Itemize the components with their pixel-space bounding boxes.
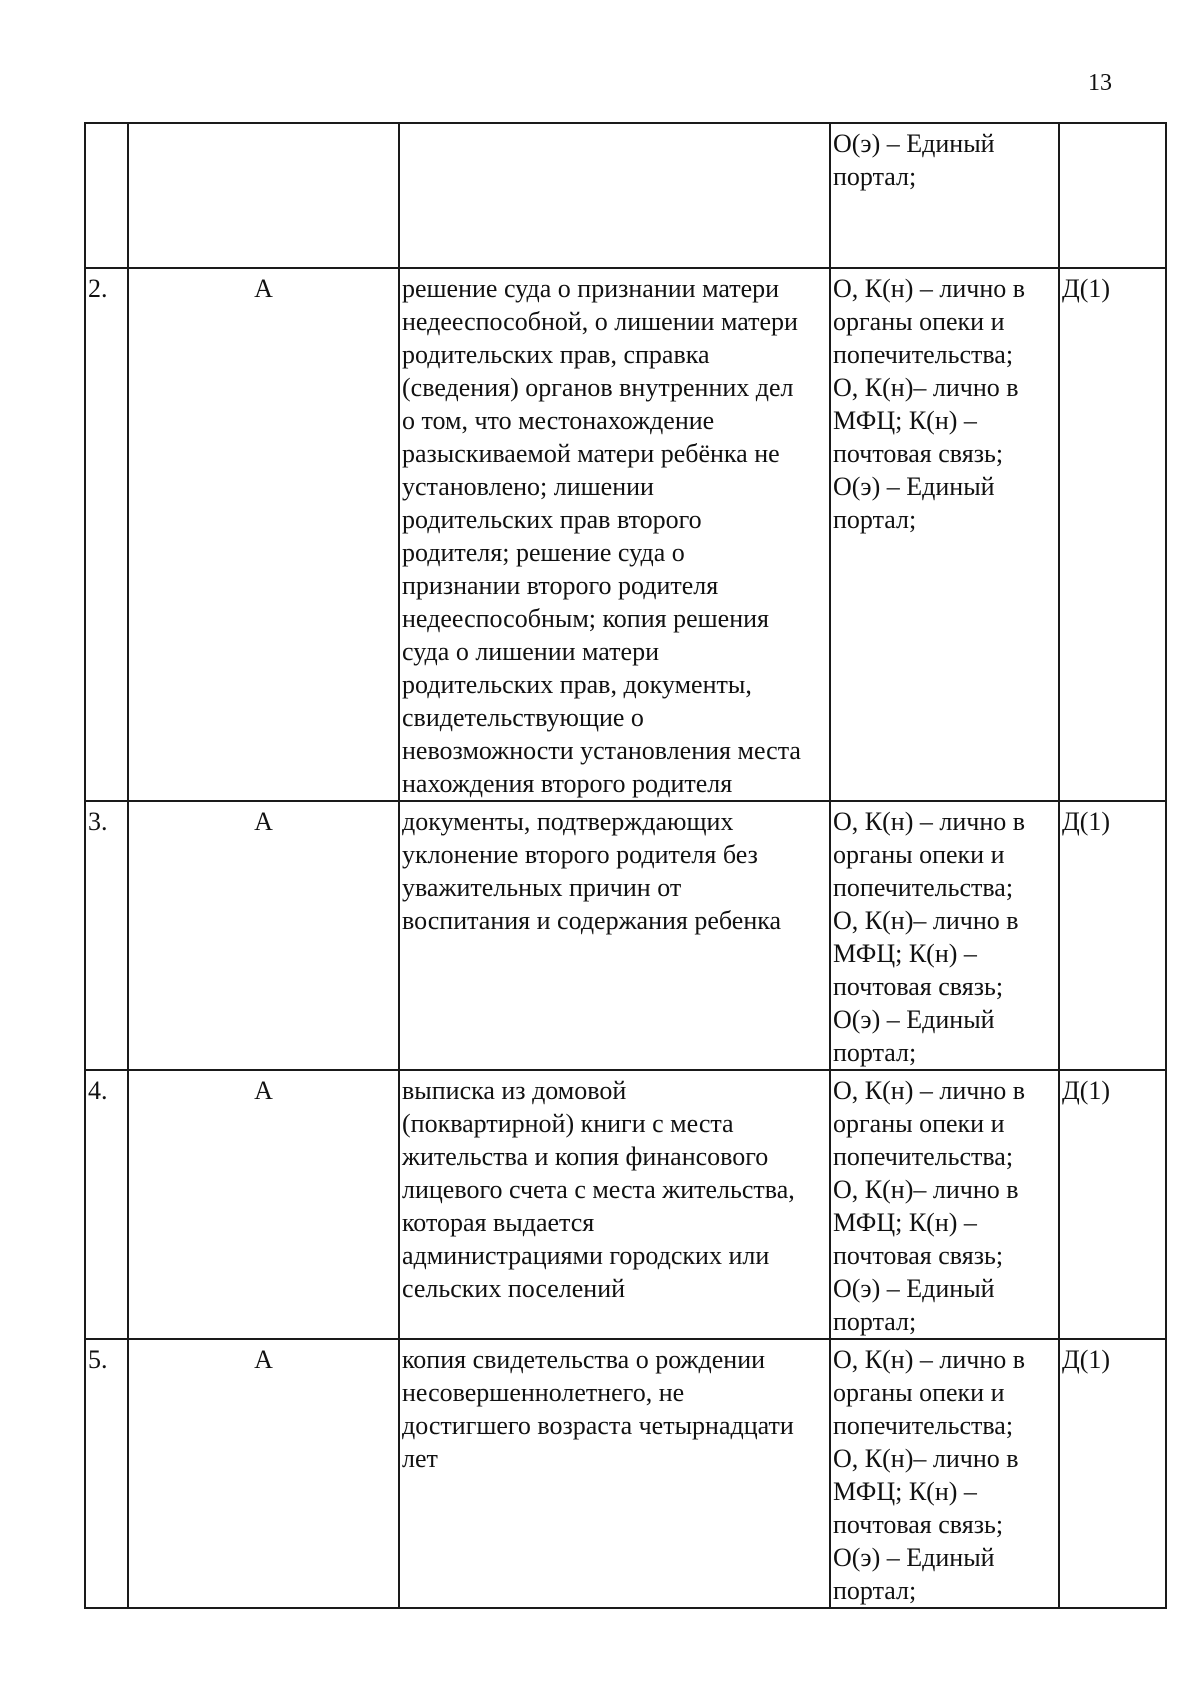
row-number-cell: 3. [85,801,128,1070]
row-number-cell: 2. [85,268,128,801]
channel-line: органы опеки и [833,1109,1005,1138]
page-number: 13 [1088,70,1112,96]
channel-line: О, К(н)– лично в [833,373,1019,402]
channel-line: О(э) – Единый [833,1005,995,1034]
document-line: несовершеннолетнего, не [402,1378,685,1407]
channel-line: О, К(н) – лично в [833,807,1026,836]
document-description-cell [399,268,830,801]
channel-line: МФЦ; К(н) – [833,1208,977,1237]
channel-line: портал; [833,162,917,191]
table-row [85,1070,1166,1339]
channel-line: МФЦ; К(н) – [833,1477,977,1506]
document-line: недееспособным; копия решения [402,604,769,633]
submission-channel-cell [830,268,1059,801]
document-line: недееспособной, о лишении матери [402,307,798,336]
channel-line: попечительства; [833,1142,1014,1171]
submission-channel-cell [830,123,1059,268]
row-code-cell: А [128,268,399,801]
result-code-cell [1059,123,1166,268]
document-line: невозможности установления места [402,736,801,765]
channel-line: попечительства; [833,1411,1014,1440]
document-line: родительских прав второго [402,505,702,534]
document-line: разыскиваемой матери ребёнка не [402,439,780,468]
document-line: лицевого счета с места жительства, [402,1175,795,1204]
document-line: документы, подтверждающих [402,807,734,836]
channel-line: О, К(н)– лично в [833,1444,1019,1473]
document-line: родителя; решение суда о [402,538,685,567]
document-line: выписка из домовой [402,1076,627,1105]
document-line: лет [402,1444,438,1473]
channel-line: О, К(н) – лично в [833,274,1026,303]
table-row [85,1339,1166,1608]
row-number-cell: 4. [85,1070,128,1339]
row-code-cell: А [128,1070,399,1339]
document-description-cell [399,1070,830,1339]
document-line: (сведения) органов внутренних дел [402,373,794,402]
channel-line: О(э) – Единый [833,472,995,501]
channel-line: МФЦ; К(н) – [833,406,977,435]
channel-line: почтовая связь; [833,1241,1004,1270]
channel-line: О(э) – Единый [833,129,995,158]
channel-line: О, К(н) – лично в [833,1076,1026,1105]
document-line: родительских прав, справка [402,340,710,369]
document-description-cell [399,123,830,268]
channel-line: органы опеки и [833,840,1005,869]
document-line: воспитания и содержания ребенка [402,906,782,935]
channel-line: О, К(н)– лично в [833,906,1019,935]
table-row [85,801,1166,1070]
channel-line: почтовая связь; [833,439,1004,468]
document-line: жительства и копия финансового [402,1142,769,1171]
channel-line: органы опеки и [833,1378,1005,1407]
channel-line: портал; [833,1307,917,1336]
document-description-cell [399,1339,830,1608]
document-line: о том, что местонахождение [402,406,715,435]
table-row [85,268,1166,801]
result-code-cell: Д(1) [1059,801,1166,1070]
row-number-cell [85,123,128,268]
channel-line: попечительства; [833,873,1014,902]
row-code-cell: А [128,1339,399,1608]
channel-line: О, К(н) – лично в [833,1345,1026,1374]
submission-channel-cell [830,1339,1059,1608]
document-line: свидетельствующие о [402,703,644,732]
row-number-cell: 5. [85,1339,128,1608]
document-line: администрациями городских или [402,1241,770,1270]
channel-line: О(э) – Единый [833,1274,995,1303]
channel-line: почтовая связь; [833,972,1004,1001]
channel-line: портал; [833,1038,917,1067]
submission-channel-cell [830,1070,1059,1339]
document-line: решение суда о признании матери [402,274,780,303]
document-line: сельских поселений [402,1274,626,1303]
result-code-cell: Д(1) [1059,1339,1166,1608]
document-line: уважительных причин от [402,873,682,902]
document-line: установлено; лишении [402,472,654,501]
channel-line: портал; [833,1576,917,1605]
documents-table [84,122,1167,1609]
document-line: (поквартирной) книги с места [402,1109,734,1138]
result-code-cell: Д(1) [1059,268,1166,801]
channel-line: О, К(н)– лично в [833,1175,1019,1204]
channel-line: попечительства; [833,340,1014,369]
channel-line: органы опеки и [833,307,1005,336]
result-code-cell: Д(1) [1059,1070,1166,1339]
document-line: которая выдается [402,1208,595,1237]
channel-line: портал; [833,505,917,534]
document-line: суда о лишении матери [402,637,659,666]
table-row [85,123,1166,268]
submission-channel-cell [830,801,1059,1070]
document-description-cell [399,801,830,1070]
channel-line: О(э) – Единый [833,1543,995,1572]
channel-line: МФЦ; К(н) – [833,939,977,968]
document-line: нахождения второго родителя [402,769,733,798]
channel-line: почтовая связь; [833,1510,1004,1539]
document-line: уклонение второго родителя без [402,840,758,869]
document-line: копия свидетельства о рождении [402,1345,766,1374]
document-line: достигшего возраста четырнадцати [402,1411,794,1440]
row-code-cell: А [128,801,399,1070]
document-line: признании второго родителя [402,571,719,600]
document-line: родительских прав, документы, [402,670,752,699]
row-code-cell [128,123,399,268]
